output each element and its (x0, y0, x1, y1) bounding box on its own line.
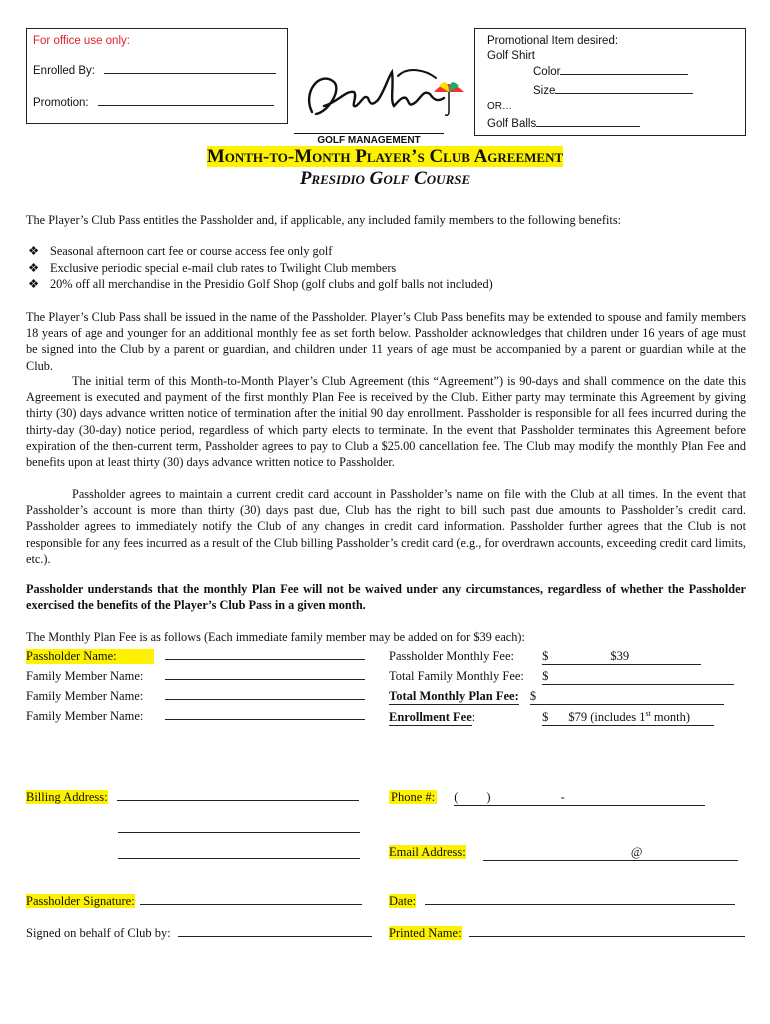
signed-behalf-line[interactable] (178, 935, 372, 937)
size-line[interactable] (555, 92, 693, 94)
date-row (389, 894, 735, 909)
monthly-fee-row: Passholder Monthly Fee: $ $39 (389, 649, 701, 665)
family-member-row: Family Member Name: (26, 689, 365, 704)
signature-row (26, 894, 362, 909)
bullet-icon: ❖ (28, 244, 40, 258)
email-row (389, 845, 738, 861)
golf-shirt-label: Golf Shirt (487, 50, 535, 62)
email-line[interactable]: @ (483, 845, 739, 861)
total-fee-row: Total Monthly Plan Fee: $ (389, 689, 724, 705)
paragraph-term: The initial term of this Month-to-Month Player’s Club Agreement (this “Agreement”) is 90-days and shall commence on the date this Agreement is executed and payment of the first monthly Plan Fee is received by the Club. Either party may terminate this Agreement by giving thirty (30) days advance written notice of termination after the initial 90 day enrollment. Passholder is responsible for all fees incurred during the thirty-day (30-day) notice period, regardless of which party elects to terminate. In the event that Passholder terminates this Agreement before expiration of the then-current term, Passholder agrees to pay to Club a $25.00 cancellation fee. The Club may modify the monthly Plan Fee and benefits upon at least thirty (30) days advance written notice to Passholder. (26, 374, 746, 470)
email-label: Email Address: (389, 845, 466, 859)
enrollment-fee-row: Enrollment Fee: $ $79 (includes 1st month) (389, 709, 714, 726)
promo-header: Promotional Item desired: (487, 35, 619, 47)
office-use-header: For office use only: (33, 35, 130, 47)
arnold-palmer-logo (298, 62, 468, 146)
page-title: Month-to-Month Player’s Club Agreement (206, 146, 564, 167)
benefit-item: ❖ Exclusive periodic special e-mail club rates to Twilight Club members (28, 260, 397, 275)
billing-address-line-3[interactable] (118, 858, 360, 859)
signed-behalf-row (26, 926, 372, 941)
or-label: OR… (487, 101, 512, 112)
signed-behalf-label: Signed on behalf of Club by: (26, 926, 171, 940)
date-label: Date: (389, 894, 417, 908)
promotion-line[interactable] (98, 104, 274, 106)
billing-address-line-2[interactable] (118, 832, 360, 833)
monthly-fee-value[interactable]: $ $39 (542, 649, 701, 665)
phone-line[interactable]: ( ) - (454, 790, 705, 806)
date-line[interactable] (425, 903, 735, 905)
bold-notice: Passholder understands that the monthly Plan Fee will not be waived under any circumstances, regardless of whether the Passholder exercised the benefits of the Player’s Club Pass in a given month. (26, 582, 746, 613)
family-member-line[interactable] (165, 698, 365, 700)
family-member-line[interactable] (165, 718, 365, 720)
bullet-icon: ❖ (28, 260, 40, 275)
passholder-name-row (26, 649, 365, 664)
intro-text: The Player’s Club Pass entitles the Passholder and, if applicable, any included family members to the following benefits: (26, 213, 622, 227)
phone-row (389, 790, 705, 806)
signature-logo-icon (298, 62, 468, 128)
promo-item-box (474, 28, 746, 136)
paragraph-pass-issue: The Player’s Club Pass shall be issued in the name of the Passholder. Player’s Club Pass benefits may be extended to spouse and family members 18 years of age and younger for an additional monthly fee as set forth below. Passholder acknowledges that children under 16 years of age must be signed into the Club by a parent or guardian, and children under 11 years of age must be accompanied by a parent or guardian while at the Club. (26, 310, 746, 373)
color-line[interactable] (560, 73, 688, 75)
passholder-name-label: Passholder Name: (26, 649, 154, 664)
benefits-list (28, 243, 493, 293)
billing-address-line[interactable] (117, 799, 359, 801)
printed-name-line[interactable] (469, 935, 745, 937)
bullet-icon: ❖ (28, 277, 40, 291)
signature-line[interactable] (140, 903, 362, 905)
enrolled-by-line[interactable] (104, 72, 276, 74)
office-use-box (26, 28, 288, 124)
billing-address-row (26, 790, 359, 805)
benefit-item: ❖ 20% off all merchandise in the Presidio Golf Shop (golf clubs and golf balls not included) (28, 277, 493, 291)
benefit-item: ❖ Seasonal afternoon cart fee or course access fee only golf (28, 244, 333, 258)
size-label: Size (533, 85, 693, 97)
enrolled-by-label: Enrolled By: (33, 65, 276, 77)
printed-name-row (389, 926, 745, 941)
golf-balls-line[interactable] (536, 125, 640, 127)
enrollment-fee-value[interactable]: $ $79 (includes 1st month) (542, 709, 714, 726)
passholder-name-line[interactable] (165, 658, 365, 660)
page-subtitle: Presidio Golf Course (299, 168, 471, 189)
paragraph-credit-card: Passholder agrees to maintain a current credit card account in Passholder’s name on file with the Club at all times. In the event that Passholder’s account is more than thirty (30) days past due, Club has the right to bill such past due amounts to Passholder’s credit card. Passholder agrees to immediately notify the Club of any changes in credit card information. Passholder further agrees that the Club is not responsible for any fees incurred as a result of the Club billing Passholder’s credit card (e.g., for overdrawn accounts, exceeding credit card limits, etc.). (26, 487, 746, 566)
promotion-label: Promotion: (33, 97, 274, 109)
family-member-row: Family Member Name: (26, 709, 365, 724)
total-fee-value[interactable]: $ (530, 689, 724, 705)
phone-label: Phone #: (391, 790, 436, 804)
family-fee-row: Total Family Monthly Fee: $ (389, 669, 734, 685)
family-fee-value[interactable]: $ (542, 669, 734, 685)
family-member-line[interactable] (165, 678, 365, 680)
umbrella-icon (434, 82, 464, 115)
signature-label: Passholder Signature: (26, 894, 135, 908)
logo-caption: GOLF MANAGEMENT (294, 133, 444, 146)
family-member-row: Family Member Name: (26, 669, 365, 684)
printed-name-label: Printed Name: (389, 926, 462, 940)
golf-balls-label: Golf Balls (487, 118, 640, 130)
fee-intro: The Monthly Plan Fee is as follows (Each immediate family member may be added on for $39 each): (26, 630, 525, 644)
color-label: Color (533, 66, 688, 78)
billing-address-label: Billing Address: (26, 790, 108, 804)
